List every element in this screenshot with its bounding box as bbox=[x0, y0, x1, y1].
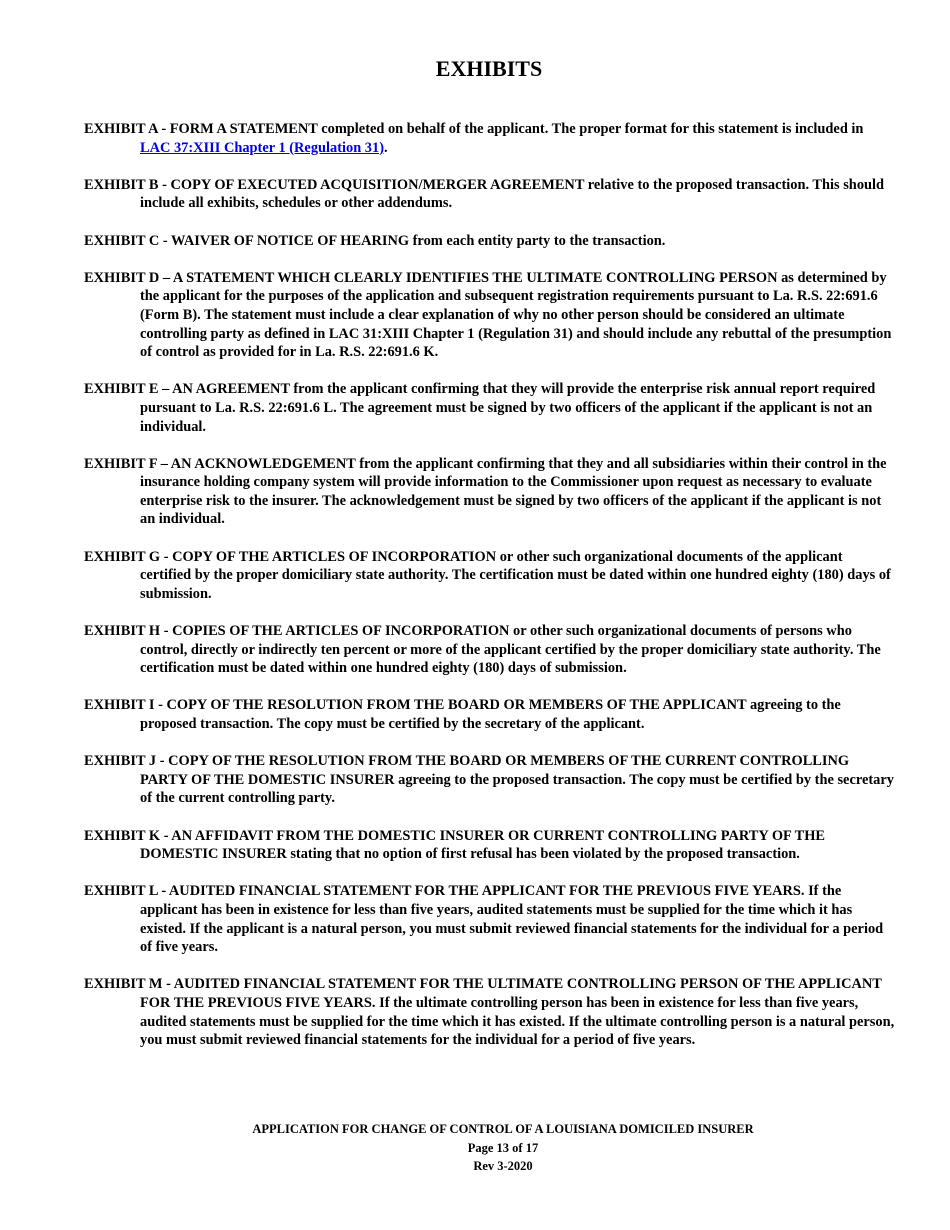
exhibit-list bbox=[84, 120, 896, 1068]
footer-revision: Rev 3-2020 bbox=[473, 1159, 533, 1173]
exhibit-d bbox=[84, 269, 896, 362]
page-title: EXHIBITS bbox=[435, 56, 543, 81]
exhibit-e-heading: EXHIBIT E – AN AGREEMENT bbox=[84, 381, 290, 398]
exhibit-m-text: If the ultimate controlling person has been in existence for less than five years, audited statements must be supplied for the time which it has existed. If the ultimate controlling person is a natural person, you must submit reviewed financial statements for the individual for a period of five years. bbox=[140, 994, 895, 1049]
exhibit-c-heading: EXHIBIT C - WAIVER OF NOTICE OF HEARING bbox=[84, 232, 410, 249]
exhibit-a-heading: EXHIBIT A - FORM A STATEMENT bbox=[84, 121, 318, 137]
exhibit-f-text: from the applicant confirming that they and all subsidiaries within their control in the insurance holding company system will provide information to the Commissioner upon request as necessary to evaluate enterprise risk to the insurer. The acknowledgement must be signed by two officers of the applicant if the applicant is not an individual. bbox=[140, 455, 887, 528]
exhibit-d-text: as determined by the applicant for the purposes of the application and subsequent registration requirements pursuant to La. R.S. 22:691.6 (Form B). The statement must include a clear explanation of why no other person should be considered an ultimate controlling party as defined in LAC 31:XIII Chapter 1 (Regulation 31) and should include any rebuttal of the presumption of control as provided for in La. R.S. 22:691.6 K. bbox=[140, 269, 892, 361]
exhibit-b-text: relative to the proposed transaction. This should include all exhibits, schedules or other addendums. bbox=[140, 176, 885, 212]
footer-page-number: Page 13 of 17 bbox=[467, 1140, 539, 1155]
exhibit-i-text: agreeing to the proposed transaction. The copy must be certified by the secretary of the applicant. bbox=[140, 697, 841, 732]
exhibit-j-text: agreeing to the proposed transaction. The copy must be certified by the secretary of the current controlling party. bbox=[140, 771, 894, 807]
exhibit-a-text: completed on behalf of the applicant. The proper format for this statement is included in bbox=[317, 121, 864, 137]
exhibit-l-text: If the applicant has been in existence for less than five years, audited statements must be supplied for the time which it has existed. If the applicant is a natural person, you must submit reviewed financial statements for the individual for a period of five years. bbox=[140, 883, 884, 956]
exhibit-h-heading: EXHIBIT H - COPIES OF THE ARTICLES OF INCORPORATION bbox=[84, 623, 510, 640]
page-footer bbox=[0, 1120, 950, 1176]
exhibit-i-heading: EXHIBIT I - COPY OF THE RESOLUTION FROM THE BOARD OR MEMBERS OF THE APPLICANT bbox=[84, 697, 747, 714]
exhibit-f bbox=[84, 455, 896, 529]
exhibit-e-text: from the applicant confirming that they will provide the enterprise risk annual report required pursuant to La. R.S. 22:691.6 L. The agreement must be signed by two officers of the applicant if the applicant is not an individual. bbox=[140, 381, 876, 435]
exhibit-d-heading: EXHIBIT D – A STATEMENT WHICH CLEARLY IDENTIFIES THE ULTIMATE CONTROLLING PERSON bbox=[84, 269, 778, 286]
exhibit-j bbox=[84, 752, 896, 808]
exhibit-g-heading: EXHIBIT G - COPY OF THE ARTICLES OF INCORPORATION bbox=[84, 548, 497, 565]
exhibit-j-heading: EXHIBIT J - COPY OF THE RESOLUTION FROM THE BOARD OR MEMBERS OF THE CURRENT CONTROLLING PARTY OF THE DOMESTIC INSURER bbox=[84, 753, 850, 788]
exhibit-h bbox=[84, 622, 896, 678]
exhibit-a-text-end: . bbox=[383, 139, 388, 156]
exhibit-l bbox=[84, 882, 896, 956]
exhibit-c bbox=[84, 232, 896, 251]
exhibit-c-text: from each entity party to the transaction. bbox=[409, 232, 666, 249]
exhibit-a bbox=[84, 120, 896, 157]
exhibit-k-heading: EXHIBIT K - AN AFFIDAVIT FROM THE DOMESTIC INSURER OR CURRENT CONTROLLING PARTY OF THE DOMESTIC INSURER bbox=[84, 827, 825, 863]
exhibit-g-text: or other such organizational documents of the applicant certified by the proper domiciliary state authority. The certification must be dated within one hundred eighty (180) days of submission. bbox=[140, 548, 891, 602]
exhibit-h-text: or other such organizational documents of persons who control, directly or indirectly ten percent or more of the applicant certified by the proper domiciliary state authority. The certification must be dated within one hundred eighty (180) days of submission. bbox=[140, 623, 881, 677]
exhibit-k bbox=[84, 827, 896, 864]
exhibit-i bbox=[84, 696, 896, 733]
exhibit-b bbox=[84, 176, 896, 213]
exhibit-f-heading: EXHIBIT F – AN ACKNOWLEDGEMENT bbox=[84, 455, 356, 472]
exhibit-k-text: stating that no option of first refusal has been violated by the proposed transaction. bbox=[286, 846, 800, 863]
exhibit-m bbox=[84, 975, 896, 1049]
exhibit-e bbox=[84, 380, 896, 436]
exhibit-g bbox=[84, 548, 896, 604]
exhibit-l-heading: EXHIBIT L - AUDITED FINANCIAL STATEMENT FOR THE APPLICANT FOR THE PREVIOUS FIVE YEARS. bbox=[84, 883, 805, 900]
exhibit-m-heading: EXHIBIT M - AUDITED FINANCIAL STATEMENT FOR THE ULTIMATE CONTROLLING PERSON OF THE APPLICANT FOR THE PREVIOUS FIVE YEARS. bbox=[84, 976, 882, 1011]
regulation-31-link[interactable]: LAC 37:XIII Chapter 1 (Regulation 31) bbox=[140, 139, 384, 156]
footer-form-title: APPLICATION FOR CHANGE OF CONTROL OF A LOUISIANA DOMICILED INSURER bbox=[252, 1122, 754, 1136]
exhibit-b-heading: EXHIBIT B - COPY OF EXECUTED ACQUISITION/MERGER AGREEMENT bbox=[84, 176, 585, 193]
